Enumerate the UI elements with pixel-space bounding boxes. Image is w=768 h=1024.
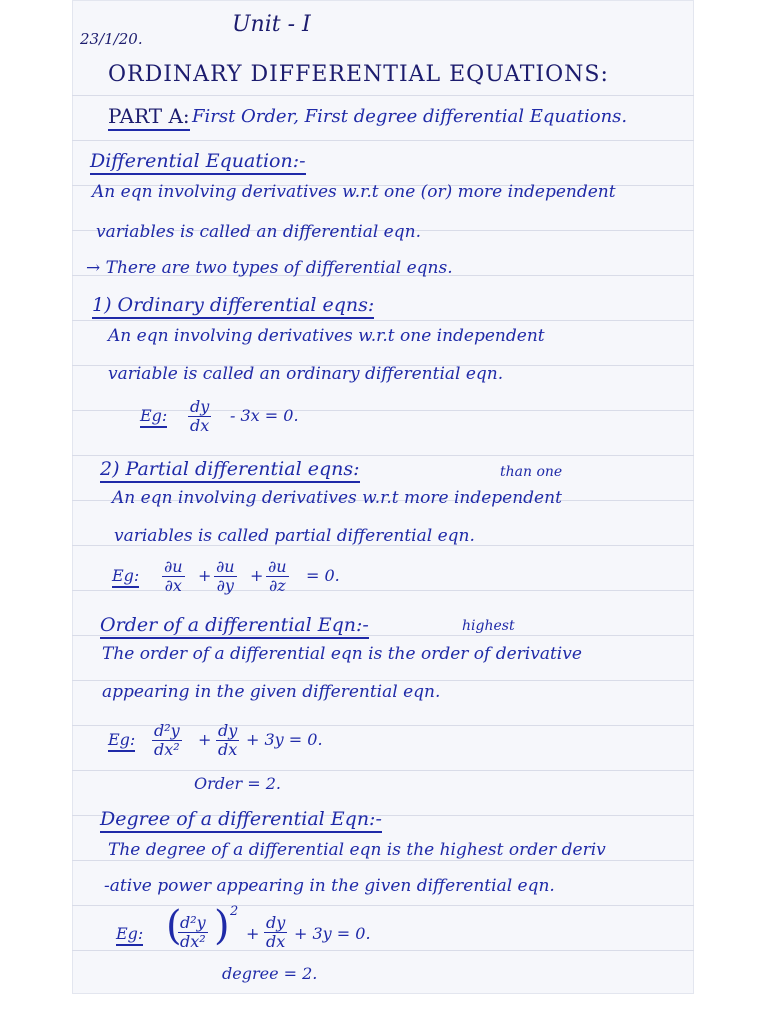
- de-line-2: variables is called an differential eqn.: [96, 222, 421, 242]
- pde-eq-rest: = 0.: [306, 566, 340, 585]
- order-eg-label: Eg:: [108, 730, 135, 749]
- de-line-3: → There are two types of differential eqns.: [86, 258, 453, 278]
- degree-paren-close: ): [214, 903, 230, 949]
- degree-fraction-2: $\frac{dy}{dx}$: [266, 913, 286, 951]
- pde-fraction-3: $\frac{\partial u}{\partial z}$: [268, 557, 287, 595]
- degree-eg-label: Eg:: [116, 924, 143, 943]
- de-line-1: An eqn involving derivatives w.r.t one (or) more independent: [92, 182, 616, 202]
- order-plus: +: [198, 730, 212, 749]
- degree-line-1: The degree of a differential eqn is the highest order deriv: [108, 840, 606, 860]
- pde-plus-2: +: [250, 566, 264, 585]
- page-title: ORDINARY DIFFERENTIAL EQUATIONS:: [108, 62, 609, 87]
- order-line-2: appearing in the given differential eqn.: [102, 682, 441, 702]
- degree-result: degree = 2.: [222, 964, 318, 983]
- ode-eg-rest: - 3x = 0.: [230, 406, 299, 425]
- order-result: Order = 2.: [194, 774, 281, 793]
- degree-exponent: 2: [230, 904, 239, 919]
- pde-insert: than one: [500, 464, 563, 480]
- part-label: PART A:: [108, 104, 190, 128]
- degree-paren-open: (: [166, 903, 182, 949]
- section-heading-degree: Degree of a differential Eqn:-: [100, 808, 382, 830]
- pde-fraction-1: $\frac{\partial u}{\partial x}$: [164, 557, 183, 595]
- section-heading-ode: 1) Ordinary differential eqns:: [92, 294, 374, 316]
- degree-eq-rest: + 3y = 0.: [294, 924, 371, 943]
- ode-fraction: $\frac{dy}{dx}$: [190, 397, 210, 435]
- pde-line-2: variables is called partial differential eqn.: [114, 526, 475, 546]
- date: 23/1/20.: [80, 30, 143, 48]
- section-heading-pde: 2) Partial differential eqns:: [100, 458, 360, 480]
- pde-fraction-2: $\frac{\partial u}{\partial y}$: [216, 557, 235, 595]
- order-insert: highest: [462, 618, 515, 634]
- pde-plus-1: +: [198, 566, 212, 585]
- ode-line-1: An eqn involving derivatives w.r.t one independent: [108, 326, 545, 346]
- degree-line-2: -ative power appearing in the given differential eqn.: [104, 876, 555, 896]
- order-fraction-1: $\frac{\text{d²y}}{\text{dx²}}$: [154, 721, 180, 759]
- order-fraction-2: $\frac{dy}{dx}$: [218, 721, 238, 759]
- part-text: First Order, First degree differential Equations.: [192, 106, 628, 127]
- ode-line-2: variable is called an ordinary differential eqn.: [108, 364, 504, 384]
- section-heading-order: Order of a differential Eqn:-: [100, 614, 369, 636]
- order-eq-rest: + 3y = 0.: [246, 730, 323, 749]
- degree-plus: +: [246, 924, 260, 943]
- degree-fraction-1: $\frac{\text{d²y}}{\text{dx²}}$: [180, 913, 206, 951]
- order-line-1: The order of a differential eqn is the order of derivative: [102, 644, 582, 664]
- ode-eg-label: Eg:: [140, 406, 167, 425]
- section-heading-de: Differential Equation:-: [90, 150, 306, 172]
- pde-line-1: An eqn involving derivatives w.r.t more independent: [112, 488, 562, 508]
- pde-eg-label: Eg:: [112, 566, 139, 585]
- unit-title: Unit - I: [232, 12, 311, 37]
